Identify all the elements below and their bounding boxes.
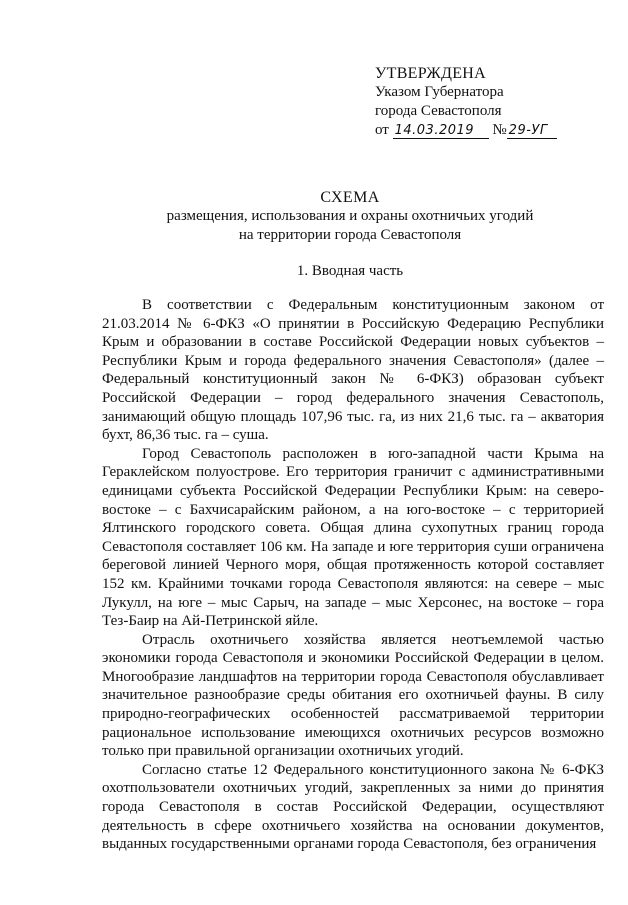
body-paragraph: Отрасль охотничьего хозяйства является неотъемлемой частью экономики города Севастополя и экономики Российской Федерации в целом. Многообразие ландшафтов на территории города Севастополя обуславливает значительное разнообразие среды обитания его охотничьей фауны. В силу природно-географических особенностей рассматриваемой территории рациональное использование имеющихся охотничьих ресурсов возможно только при правильной организации охотничьих угодий. xyxy=(102,631,604,760)
document-subtitle-line2: на территории города Севастополя xyxy=(238,227,462,243)
document-subtitle-line1: размещения, использования и охраны охотничьих угодий xyxy=(166,208,534,224)
section-heading: 1. Вводная часть xyxy=(296,263,404,279)
document-body xyxy=(102,296,604,854)
number-prefix: № xyxy=(492,122,507,138)
approval-stamp-block xyxy=(375,64,557,140)
handwritten-date: 14.03.2019 xyxy=(393,123,489,139)
approval-date-number-row xyxy=(375,121,557,140)
approval-heading: УТВЕРЖДЕНА xyxy=(375,65,487,82)
approval-line-city: города Севастополя xyxy=(375,103,502,119)
handwritten-number: 29-УГ xyxy=(507,123,557,139)
date-prefix: от xyxy=(375,122,389,138)
body-paragraph: Город Севастополь расположен в юго-западной части Крыма на Гераклейском полуострове. Его территория граничит с административными единицами субъекта Российской Федерации Республики Крым: на северо-востоке – с Бахчисарайским районом, а на юго-востоке – с территорией Ялтинского городского совета. Общая длина сухопутных границ города Севастополя составляет 106 км. На западе и юге территория суши ограничена береговой линией Черного моря, общая протяженность которой составляет 152 км. Крайними точками города Севастополя являются: на севере – мыс Лукулл, на юге – мыс Сарыч, на западе – мыс Херсонес, на востоке – гора Тез-Баир на Ай-Петринской яйле. xyxy=(102,445,604,630)
body-paragraph: В соответствии с Федеральным конституционным законом от 21.03.2014 № 6-ФКЗ «О принятии в Российскую Федерацию Республики Крым и образовании в составе Российской Федерации новых субъектов – Республики Крым и города федерального значения Севастополя» (далее – Федеральный конституционный закон № 6-ФКЗ) образован субъект Российской Федерации – город федерального значения Севастополь, занимающий общую площадь 107,96 тыс. га, из них 21,6 тыс. га – акватория бухт, 86,36 тыс. га – суша. xyxy=(102,297,604,444)
document-title-block xyxy=(130,188,570,245)
document-title: СХЕМА xyxy=(320,189,380,206)
body-paragraph: Согласно статье 12 Федерального конституционного закона № 6-ФКЗ охотпользователи охотничьих угодий, закрепленных за ними до принятия города Севастополя в состав Российской Федерации, осуществляют деятельность в сфере охотничьего хозяйства на основании документов, выданных государственными органами города Севастополя, без ограничения xyxy=(102,761,604,853)
approval-line-decree: Указом Губернатора xyxy=(375,84,504,100)
